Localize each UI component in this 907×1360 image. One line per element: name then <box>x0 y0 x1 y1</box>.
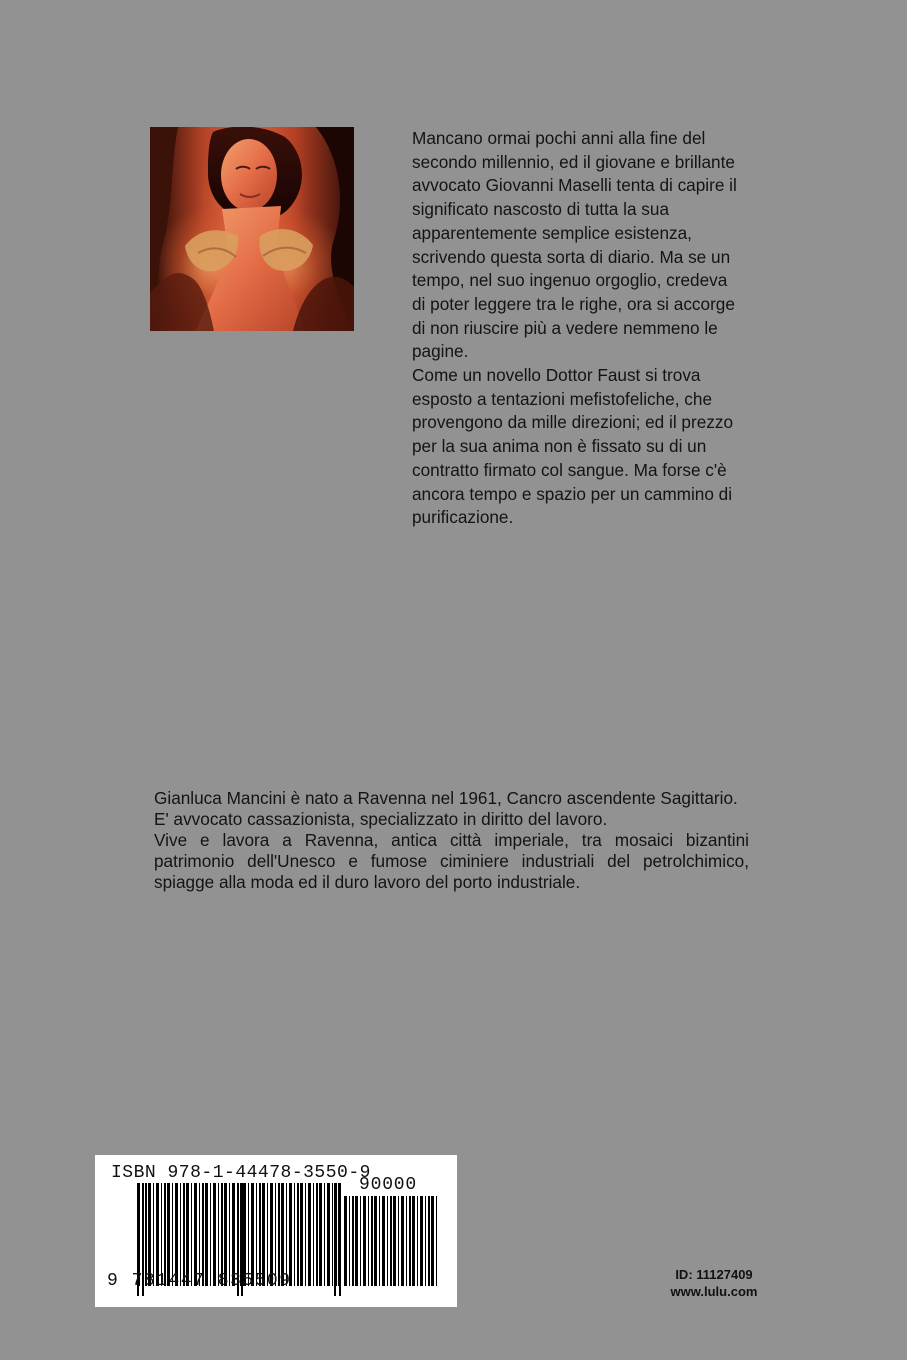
barcode-guard-bar <box>334 1183 336 1296</box>
description-line: esposto a tentazioni mefistofeliche, che <box>412 388 713 409</box>
description-line: scrivendo questa sorta di diario. Ma se un <box>412 246 731 267</box>
supplement-bars <box>344 1196 438 1286</box>
author-bio-paragraph-2: E' avvocato cassazionista, specializzato in diritto del lavoro. <box>154 809 608 829</box>
publisher-url: www.lulu.com <box>670 1284 758 1299</box>
ean-digits: 9 781447 835509 <box>107 1271 292 1291</box>
description-line: per la sua anima non è fissato su di un <box>412 436 707 457</box>
description-line: di poter leggere tra le righe, ora si accorge <box>412 293 735 314</box>
isbn-barcode-block <box>95 1155 457 1307</box>
author-bio-paragraph-3: Vive e lavora a Ravenna, antica città imperiale, tra mosaici bizantini patrimonio dell'Unesco e fumose ciminiere industriali del petrolchimico, spiagge alla moda ed il duro lavoro del porto industriale. <box>154 830 749 892</box>
description-line: avvocato Giovanni Maselli tenta di capire il <box>412 175 737 196</box>
barcode-guard-bar <box>339 1183 341 1296</box>
author-bio <box>154 788 749 893</box>
description-line: pagine. <box>412 341 469 362</box>
description-line: purificazione. <box>412 507 514 528</box>
book-description <box>412 127 757 530</box>
description-line: significato nascosto di tutta la sua <box>412 199 670 220</box>
description-line: provengono da mille direzioni; ed il prezzo <box>412 412 734 433</box>
description-line: secondo millennio, ed il giovane e brillante <box>412 151 735 172</box>
isbn-label: ISBN 978-1-44478-3550-9 <box>111 1163 371 1183</box>
publisher-id: ID: 11127409 <box>675 1267 753 1282</box>
description-line: ancora tempo e spazio per un cammino di <box>412 483 733 504</box>
author-bio-paragraph-1: Gianluca Mancini è nato a Ravenna nel 1961, Cancro ascendente Sagittario. <box>154 788 738 808</box>
description-line: Come un novello Dottor Faust si trova <box>412 365 701 386</box>
price-supplement-code: 90000 <box>359 1175 418 1195</box>
description-line: apparentemente semplice esistenza, <box>412 222 692 243</box>
publisher-info <box>658 1266 770 1300</box>
cover-illustration <box>150 127 354 331</box>
description-line: di non riuscire più a vedere nemmeno le <box>412 317 718 338</box>
description-line: contratto firmato col sangue. Ma forse c'è <box>412 459 727 480</box>
description-line: tempo, nel suo ingenuo orgoglio, credeva <box>412 270 728 291</box>
supplement-barcode <box>344 1196 438 1286</box>
description-line: Mancano ormai pochi anni alla fine del <box>412 128 706 148</box>
